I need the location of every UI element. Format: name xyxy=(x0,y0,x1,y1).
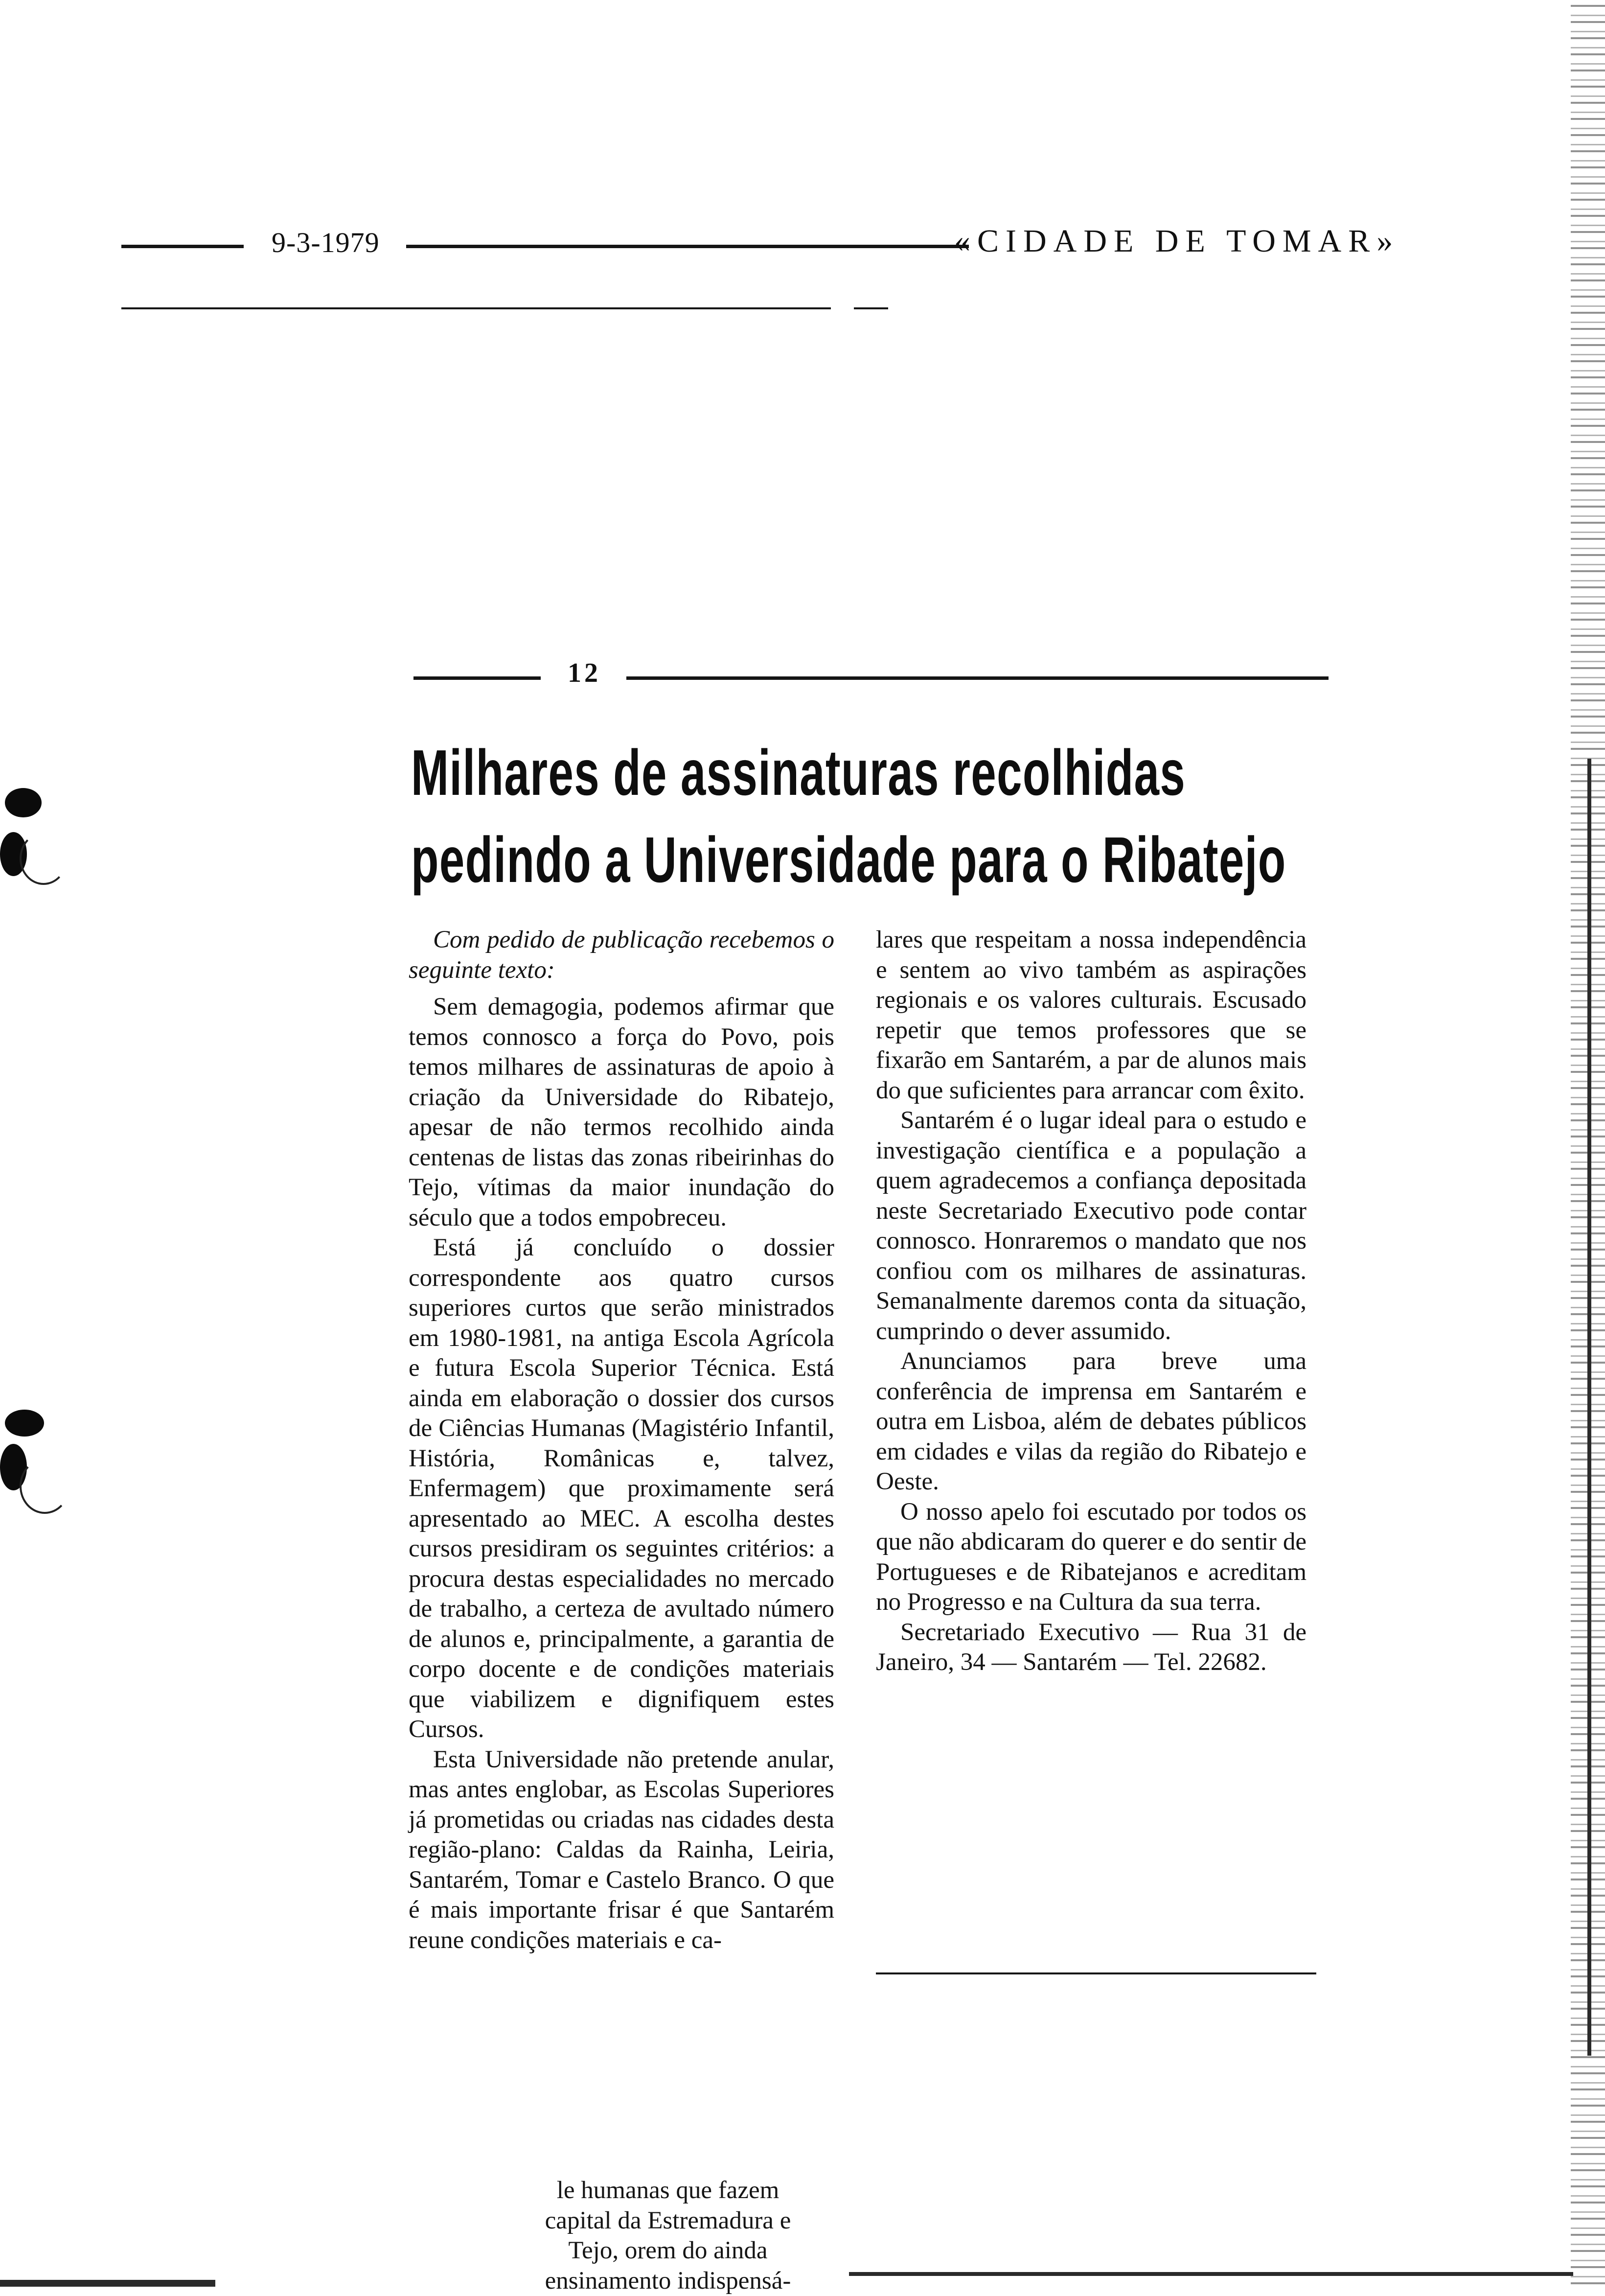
newspaper-name: «CIDADE DE TOMAR» xyxy=(954,223,1400,259)
article-paragraph: O nosso apelo foi escutado por todos os que não abdicaram do querer e do sentir de Portugueses e de Ribatejanos e acreditam no Progresso e na Cultura da sua terra. xyxy=(876,1498,1307,1616)
article-intro: Com pedido de publicação recebemos o seguinte texto: xyxy=(409,926,834,984)
punch-hole-edge xyxy=(20,1459,70,1514)
scan-bottom-strip xyxy=(0,2280,215,2287)
scan-edge-line xyxy=(1587,759,1591,2056)
punch-hole-edge xyxy=(20,832,68,885)
punch-hole-mark xyxy=(5,1410,44,1437)
article-end-rule xyxy=(876,1972,1316,1974)
punch-hole-mark xyxy=(5,788,42,817)
article-paragraph: Esta Universidade não pretende anular, mas antes englobar, as Escolas Superiores já prometidas ou criadas nas cidades desta região-plano: Caldas da Rainha, Leiria, Santarém, Tomar e Castelo Branco. O que é mais importante frisar é que Santarém reune condições materiais e ca- xyxy=(409,1745,834,1954)
headline-line-2: pedindo a Universidade para o Ribatejo xyxy=(411,824,1286,896)
headline xyxy=(411,729,1286,904)
masthead-underline-short xyxy=(854,307,888,309)
article-line: Tejo, orem do ainda xyxy=(568,2237,768,2264)
article-left-column xyxy=(409,925,834,1955)
masthead-underline xyxy=(121,307,831,309)
page-rule-right xyxy=(626,676,1329,680)
page-number: 12 xyxy=(568,658,601,688)
article-signature: Secretariado Executivo — Rua 31 de Janeiro, 34 — Santarém — Tel. 22682. xyxy=(876,1618,1307,1676)
scan-bottom-strip xyxy=(849,2272,1573,2276)
article-line: ensinamento indispensá- xyxy=(545,2267,791,2295)
article-paragraph: Santarém é o lugar ideal para o estudo e investigação científica e a população a quem agradecemos a confiança depositada neste Secretariado Executivo pode contar connosco. Honraremos o mandato que nos confiou com os milhares de assinaturas. Semanalmente daremos conta da situação, cumprindo o dever assumido. xyxy=(876,1107,1307,1345)
article-paragraph: lares que respeitam a nossa independência e sentem ao vivo também as aspirações regionais e os valores culturais. Escusado repetir que temos professores que se fixarão em Santarém, a par de alunos mais do que suficientes para arrancar com êxito. xyxy=(876,926,1307,1104)
article-left-tail xyxy=(506,2176,829,2295)
page-rule-left xyxy=(413,676,541,680)
article-right-column xyxy=(876,925,1307,1678)
article-line: capital da Estremadura e xyxy=(545,2206,791,2234)
masthead-rule-left xyxy=(121,245,244,248)
article-line: le humanas que fazem xyxy=(556,2177,780,2204)
article-paragraph: Anunciamos para breve uma conferência de imprensa em Santarém e outra em Lisboa, além de debates públicos em cidades e vilas da região do Ribatejo e Oeste. xyxy=(876,1347,1307,1495)
article-paragraph: Está já concluído o dossier correspondente aos quatro cursos superiores curtos que serão ministrados em 1980-1981, na antiga Escola Agrícola e futura Escola Superior Técnica. Está ainda em elaboração o dossier dos cursos de Ciências Humanas (Magistério Infantil, História, Românicas e, talvez, Enfermagem) que proximamente será apresentado ao MEC. A escolha destes cursos presidiram os seguintes critérios: a procura destas especialidades no mercado de trabalho, a certeza de avultado número de alunos e, principalmente, a garantia de corpo docente e de condições materiais que viabilizem e dignifiquem estes Cursos. xyxy=(409,1234,834,1743)
article-paragraph: Sem demagogia, podemos afirmar que temos connosco a força do Povo, pois temos milhares de assinaturas de apoio à criação da Universidade do Ribatejo, apesar de não termos recolhido ainda centenas de listas das zonas ribeirinhas do Tejo, vítimas da maior inundação do século que a todos empobreceu. xyxy=(409,993,834,1231)
masthead-rule-middle xyxy=(406,245,969,248)
issue-date: 9-3-1979 xyxy=(272,227,380,258)
headline-line-1: Milhares de assinaturas recolhidas xyxy=(411,737,1186,809)
